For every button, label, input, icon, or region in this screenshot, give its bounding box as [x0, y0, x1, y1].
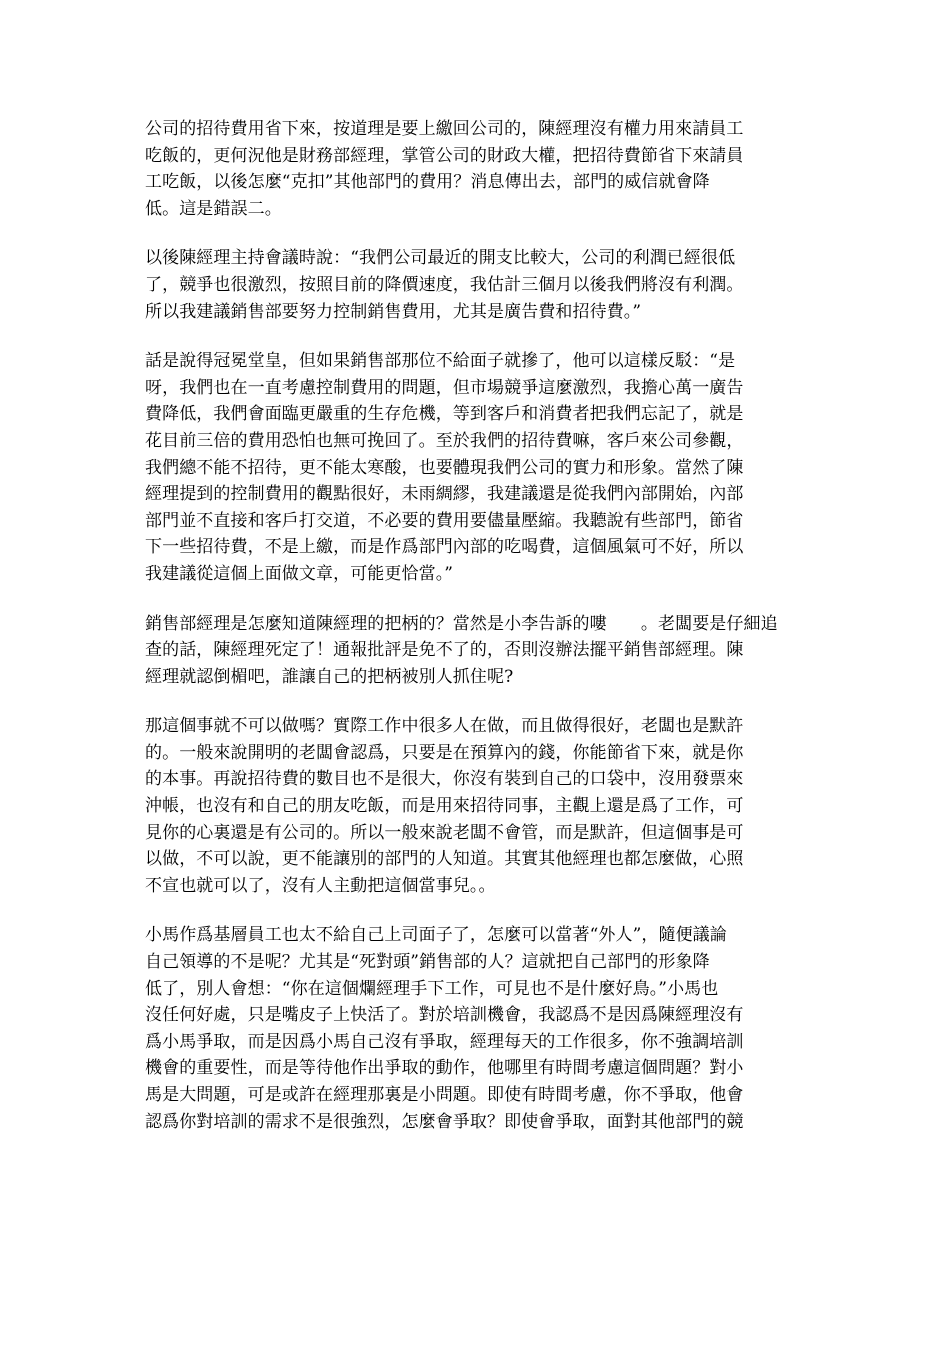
text-line: 花目前三倍的費用恐怕也無可挽回了。至於我們的招待費嘛，客戶來公司參觀，: [145, 430, 744, 451]
paragraph-2: [145, 245, 805, 325]
text-line: 馬是大問題，可是或許在經理那裏是小問題。即使有時間考慮，你不爭取，他會: [145, 1085, 744, 1105]
text-line: 認爲你對培訓的需求不是很強烈，怎麼會爭取？即使會爭取，面對其他部門的競: [145, 1111, 744, 1132]
text-line: 銷售部經理是怎麼知道陳經理的把柄的？當然是小李告訴的嘍 。老闆要是仔細追: [145, 613, 778, 634]
text-line: 的。一般來說開明的老闆會認爲，只要是在預算內的錢，你能節省下來，就是你: [145, 742, 744, 763]
text-line: 查的話，陳經理死定了！通報批評是免不了的，否則沒辦法擺平銷售部經理。陳: [145, 640, 744, 661]
paragraph-5: [145, 713, 805, 899]
text-line: 不宣也就可以了，沒有人主動把這個當事兒。。: [145, 875, 496, 896]
text-line: 經理就認倒楣吧，誰讓自己的把柄被別人抓住呢?: [145, 666, 514, 687]
text-line: 那這個事就不可以做嗎？實際工作中很多人在做，而且做得很好，老闆也是默許: [145, 716, 744, 737]
text-line: 的本事。再說招待費的數目也不是很大，你沒有裝到自己的口袋中，沒用發票來: [145, 769, 744, 790]
text-line: 以後陳經理主持會議時說：“我們公司最近的開支比較大，公司的利潤已經很低: [145, 248, 736, 269]
paragraph-3: [145, 348, 805, 587]
text-line: 我建議從這個上面做文章，可能更恰當。”: [145, 563, 454, 584]
paragraph-6: [145, 922, 805, 1135]
text-line: 呀，我們也在一直考慮控制費用的問題，但市場競爭這麼激烈，我擔心萬一廣告: [145, 377, 744, 398]
text-line: 沖帳，也沒有和自己的朋友吃飯，而是用來招待同事，主觀上還是爲了工作，可: [145, 796, 744, 817]
text-line: 沒任何好處，只是嘴皮子上快活了。對於培訓機會，我認爲不是因爲陳經理沒有: [145, 1005, 744, 1026]
paragraph-4: [145, 611, 805, 691]
text-line: 自己領導的不是呢？尤其是“死對頭”銷售部的人？這就把自己部門的形象降: [145, 952, 710, 973]
text-line: 了，競爭也很激烈，按照目前的降價速度，我估計三個月以後我們將沒有利潤。: [145, 274, 744, 295]
text-line: 公司的招待費用省下來，按道理是要上繳回公司的，陳經理沒有權力用來請員工: [145, 119, 744, 139]
text-line: 部門並不直接和客戶打交道，不必要的費用要儘量壓縮。我聽說有些部門，節省: [145, 510, 744, 531]
text-line: 下一些招待費，不是上繳，而是作爲部門內部的吃喝費，這個風氣可不好，所以: [145, 537, 744, 558]
text-line: 爲小馬爭取，而是因爲小馬自己沒有爭取，經理每天的工作很多，你不強調培訓: [145, 1031, 744, 1052]
paragraph-1: [145, 116, 805, 222]
text-line: 費降低，我們會面臨更嚴重的生存危機，等到客戶和消費者把我們忘記了，就是: [145, 404, 744, 425]
text-line: 所以我建議銷售部要努力控制銷售費用，尤其是廣告費和招待費。”: [145, 301, 642, 322]
text-line: 工吃飯，以後怎麼“克扣”其他部門的費用？消息傳出去，部門的威信就會降: [145, 172, 710, 193]
text-line: 低。這是錯誤二。: [145, 198, 282, 219]
text-line: 低了，別人會想：“你在這個爛經理手下工作，可見也不是什麼好鳥。”小馬也: [145, 978, 719, 999]
text-line: 小馬作爲基層員工也太不給自己上司面子了，怎麼可以當著“外人”，隨便議論: [145, 925, 727, 946]
text-line: 我們總不能不招待，更不能太寒酸，也要體現我們公司的實力和形象。當然了陳: [145, 457, 744, 478]
text-line: 見你的心裏還是有公司的。所以一般來說老闆不會管，而是默許，但這個事是可: [145, 822, 744, 843]
document-body: [145, 116, 805, 1158]
text-line: 以做，不可以說，更不能讓別的部門的人知道。其實其他經理也都怎麼做，心照: [145, 849, 744, 870]
text-line: 話是說得冠冕堂皇，但如果銷售部那位不給面子就摻了，他可以這樣反駁：“是: [145, 351, 736, 372]
text-line: 機會的重要性，而是等待他作出爭取的動作，他哪里有時間考慮這個問題？對小: [145, 1058, 744, 1079]
text-line: 吃飯的，更何況他是財務部經理，掌管公司的財政大權，把招待費節省下來請員: [145, 145, 744, 166]
text-line: 經理提到的控制費用的觀點很好，未雨綢繆，我建議還是從我們內部開始，內部: [145, 484, 744, 505]
